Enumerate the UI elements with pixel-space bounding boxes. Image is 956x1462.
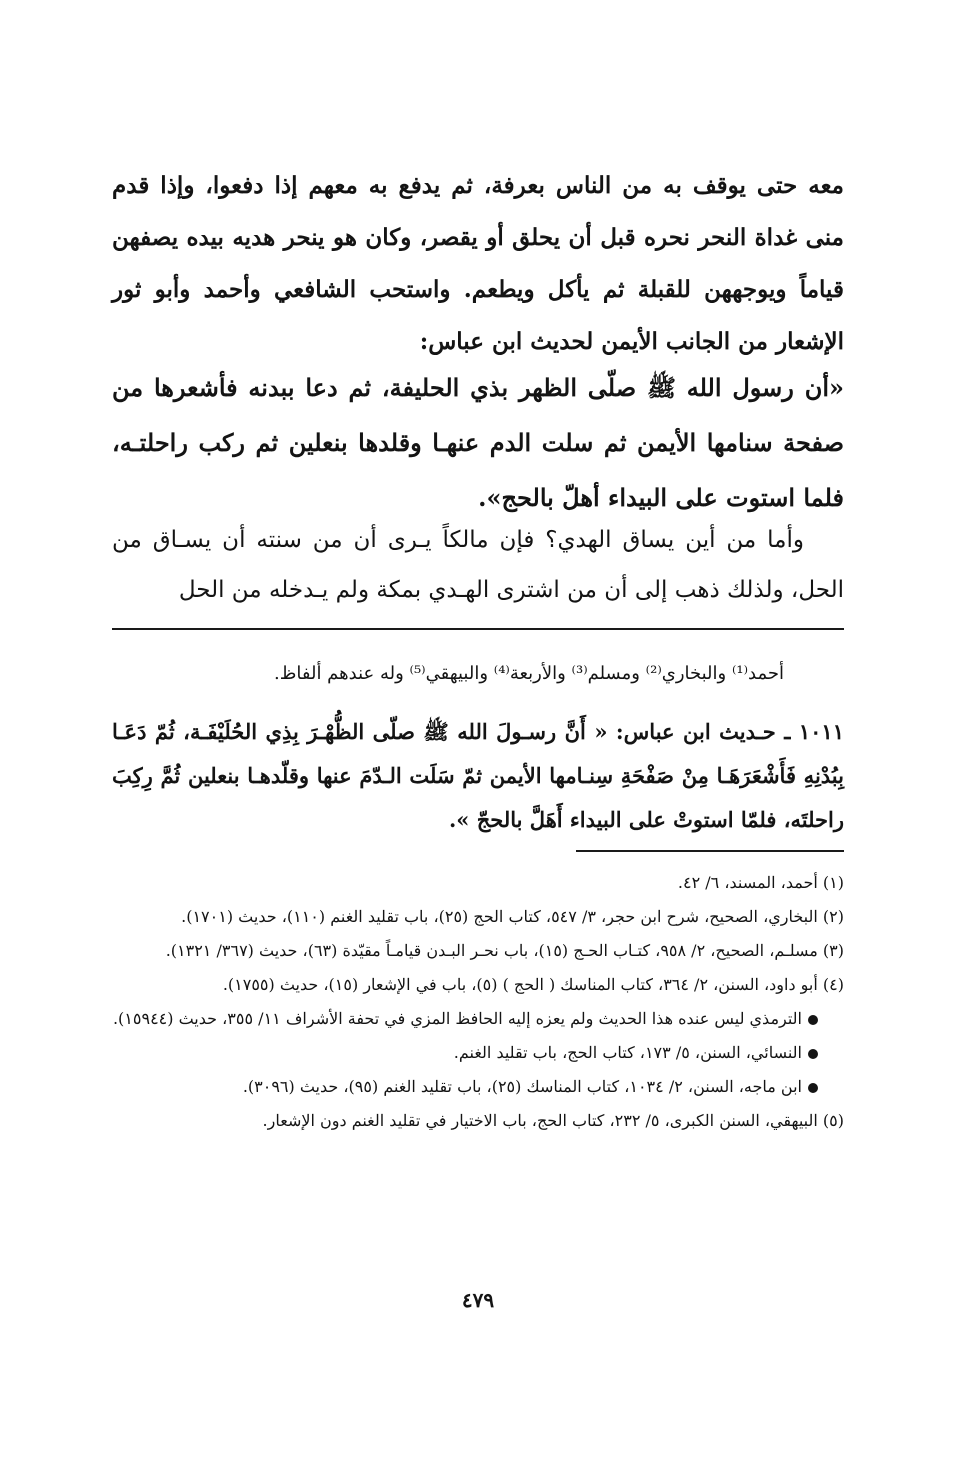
footnotes-list xyxy=(112,868,844,1140)
footnote-5 xyxy=(112,1106,844,1136)
footnote-text: الترمذي ليس عنده هذا الحديث ولم يعزه إليه الحافظ المزي في تحفة الأشراف ١١/ ٣٥٥، حديث (١٥٩٤٤). xyxy=(112,1009,802,1028)
footnote-text: (٥) البيهقي، السنن الكبرى، ٥/ ٢٣٢، كتاب الحج، باب الاختيار في تقليد الغنم دون الإشعار. xyxy=(262,1111,844,1130)
footnote-text: (١) أحمد، المسند، ٦/ ٤٢. xyxy=(677,873,844,892)
continuation-paragraph: وأما من أين يساق الهدي؟ فإن مالكاً يـرى أن من سنته أن يسـاق من الحل، ولذلك ذهب إلى أن من اشترى الهـدي بمكة ولم يـدخله من الحل xyxy=(112,527,844,603)
footnote-2 xyxy=(112,902,844,932)
main-paragraph: معه حتى يوقف به من الناس بعرفة، ثم يدفع به معهم إذا دفعوا، وإذا قدم منى غداة النحر نحره قبل أن يحلق أو يقصر، وكان هو ينحر هديه بيده يصفهن قياماً ويوجههن للقبلة ثم يأكل ويطعم. واستحب الشافعي وأحمد وأبو ثور الإشعار من الجانب الأيمن لحديث ابن عباس: xyxy=(112,172,844,355)
footnote-4-nasai xyxy=(112,1038,844,1068)
footnote-4 xyxy=(112,970,844,1000)
takhrij-line: أحمد⁽¹⁾ والبخاري⁽²⁾ ومسلم⁽³⁾ والأربعة⁽⁴⁾ والبيهقي⁽⁵⁾ وله عندهم ألفاظ. xyxy=(274,663,784,684)
footnote-text: (٢) البخاري، الصحيح، شرح ابن حجر، ٣/ ٥٤٧، كتاب الحج (٢٥)، باب تقليد الغنم (١١٠)، حديث (١٧٠١). xyxy=(181,907,844,926)
footnote-text: (٣) مسلـم، الصحيح، ٢/ ٩٥٨، كتـاب الحـج (١٥)، باب نحـر البـدن قيامـاً مقيّدة (٦٣)، حديث (٣٦٧/ ١٣٢١). xyxy=(165,941,844,960)
bullet-icon xyxy=(808,1015,818,1025)
footnote-3 xyxy=(112,936,844,966)
page-number: ٤٧٩ xyxy=(461,1288,495,1312)
footnote-separator xyxy=(112,628,844,630)
footnote-text: ابن ماجه، السنن، ٢/ ١٠٣٤، كتاب المناسك (٢٥)، باب تقليد الغنم (٩٥)، حديث (٣٠٩٦). xyxy=(242,1077,802,1096)
bullet-icon xyxy=(808,1049,818,1059)
hadith-entry-1011: ١٠١١ ـ حـديث ابن عباس: « أَنَّ رسـولَ الله ﷺ صلّى الظُّهْـرَ بِذِي الحُلَيْفَـة، ثُمّ دَعَـا بِبُدْنِهِ فَأَشْعَرَهَـا مِنْ صَفْحَةِ سِنـامها الأيمن ثمّ سَلَت الـدّمَ عنها وقلّدهـا بنعلين ثُمَّ رِكِبَ راحلتَه، فلمّا استوتْ على البيداء أَهَلَّ بالحجّ ». xyxy=(112,719,844,832)
notes-separator xyxy=(576,850,844,852)
bullet-icon xyxy=(808,1083,818,1093)
footnote-text: النسائي، السنن، ٥/ ١٧٣، كتاب الحج، باب تقليد الغنم. xyxy=(453,1043,802,1062)
footnote-text: (٤) أبو داود، السنن، ٢/ ٣٦٤، كتاب المناسك ( الحج ) (٥)، باب في الإشعار (١٥)، حديث (١٧٥٥). xyxy=(222,975,844,994)
footnote-4-tirmidhi xyxy=(112,1004,844,1034)
hadith-quote: «أن رسول الله ﷺ صلّى الظهر بذي الحليفة، ثم دعا ببدنه فأشعرها من صفحة سنامها الأيمن ثم سلت الدم عنهـا وقلدها بنعلين ثم ركب راحلتـه، فلما استوت على البيداء أهلّ بالحج». xyxy=(112,373,845,512)
footnote-1 xyxy=(112,868,844,898)
footnote-4-ibn-majah xyxy=(112,1072,844,1102)
